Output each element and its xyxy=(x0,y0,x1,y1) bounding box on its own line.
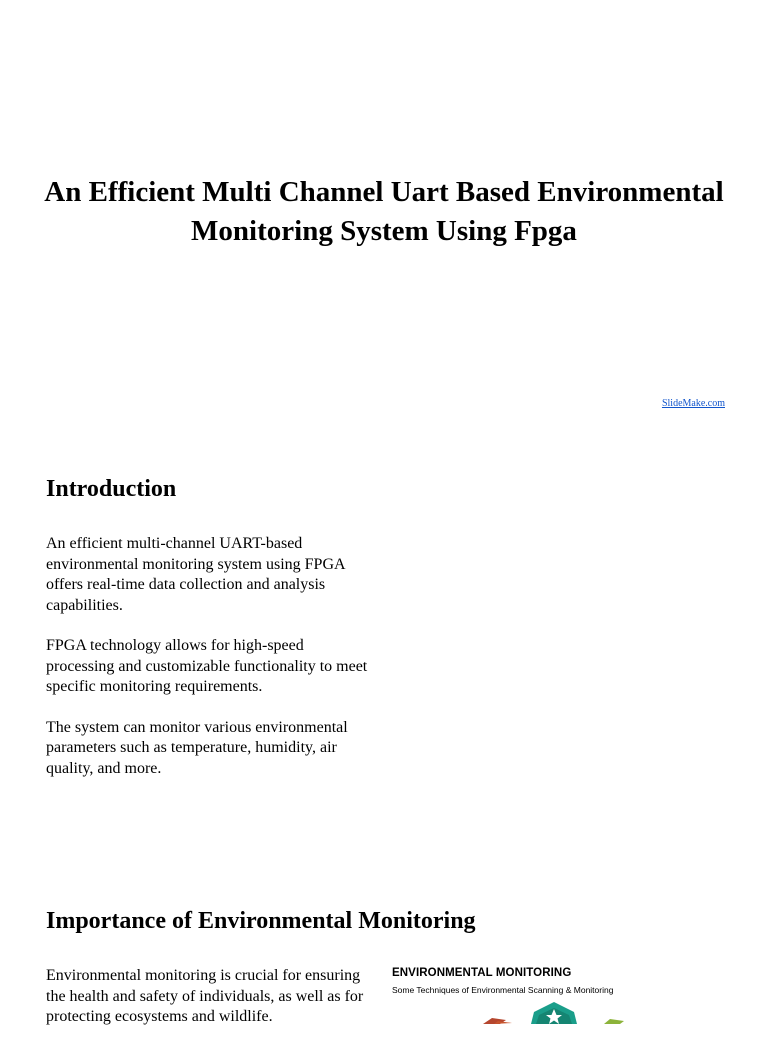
right-segment-shape xyxy=(604,1019,624,1024)
introduction-paragraph: The system can monitor various environmental parameters such as temperature, humidity, air quality, and more. xyxy=(46,718,348,777)
image-title: ENVIRONMENTAL MONITORING xyxy=(392,967,572,979)
slidemake-link[interactable]: SlideMake.com xyxy=(661,398,725,409)
introduction-body xyxy=(46,534,376,799)
introduction-heading: Introduction xyxy=(46,476,177,502)
image-subtitle: Some Techniques of Environmental Scanning & Monitoring xyxy=(392,985,614,995)
importance-paragraph: Environmental monitoring is crucial for ensuring the health and safety of individuals, as well as for protecting ecosystems and wildlife. xyxy=(46,967,364,1025)
introduction-paragraph: FPGA technology allows for high-speed processing and customizable functionality to meet specific monitoring requirements. xyxy=(46,637,368,695)
document-title: An Efficient Multi Channel Uart Based Environmental Monitoring System Using Fpga xyxy=(44,176,724,247)
importance-body xyxy=(46,966,376,1048)
importance-heading: Importance of Environmental Monitoring xyxy=(46,908,476,934)
environmental-monitoring-image xyxy=(388,962,708,1024)
introduction-paragraph: An efficient multi-channel UART-based environmental monitoring system using FPGA offers real-time data collection and analysis capabilities. xyxy=(46,535,345,614)
